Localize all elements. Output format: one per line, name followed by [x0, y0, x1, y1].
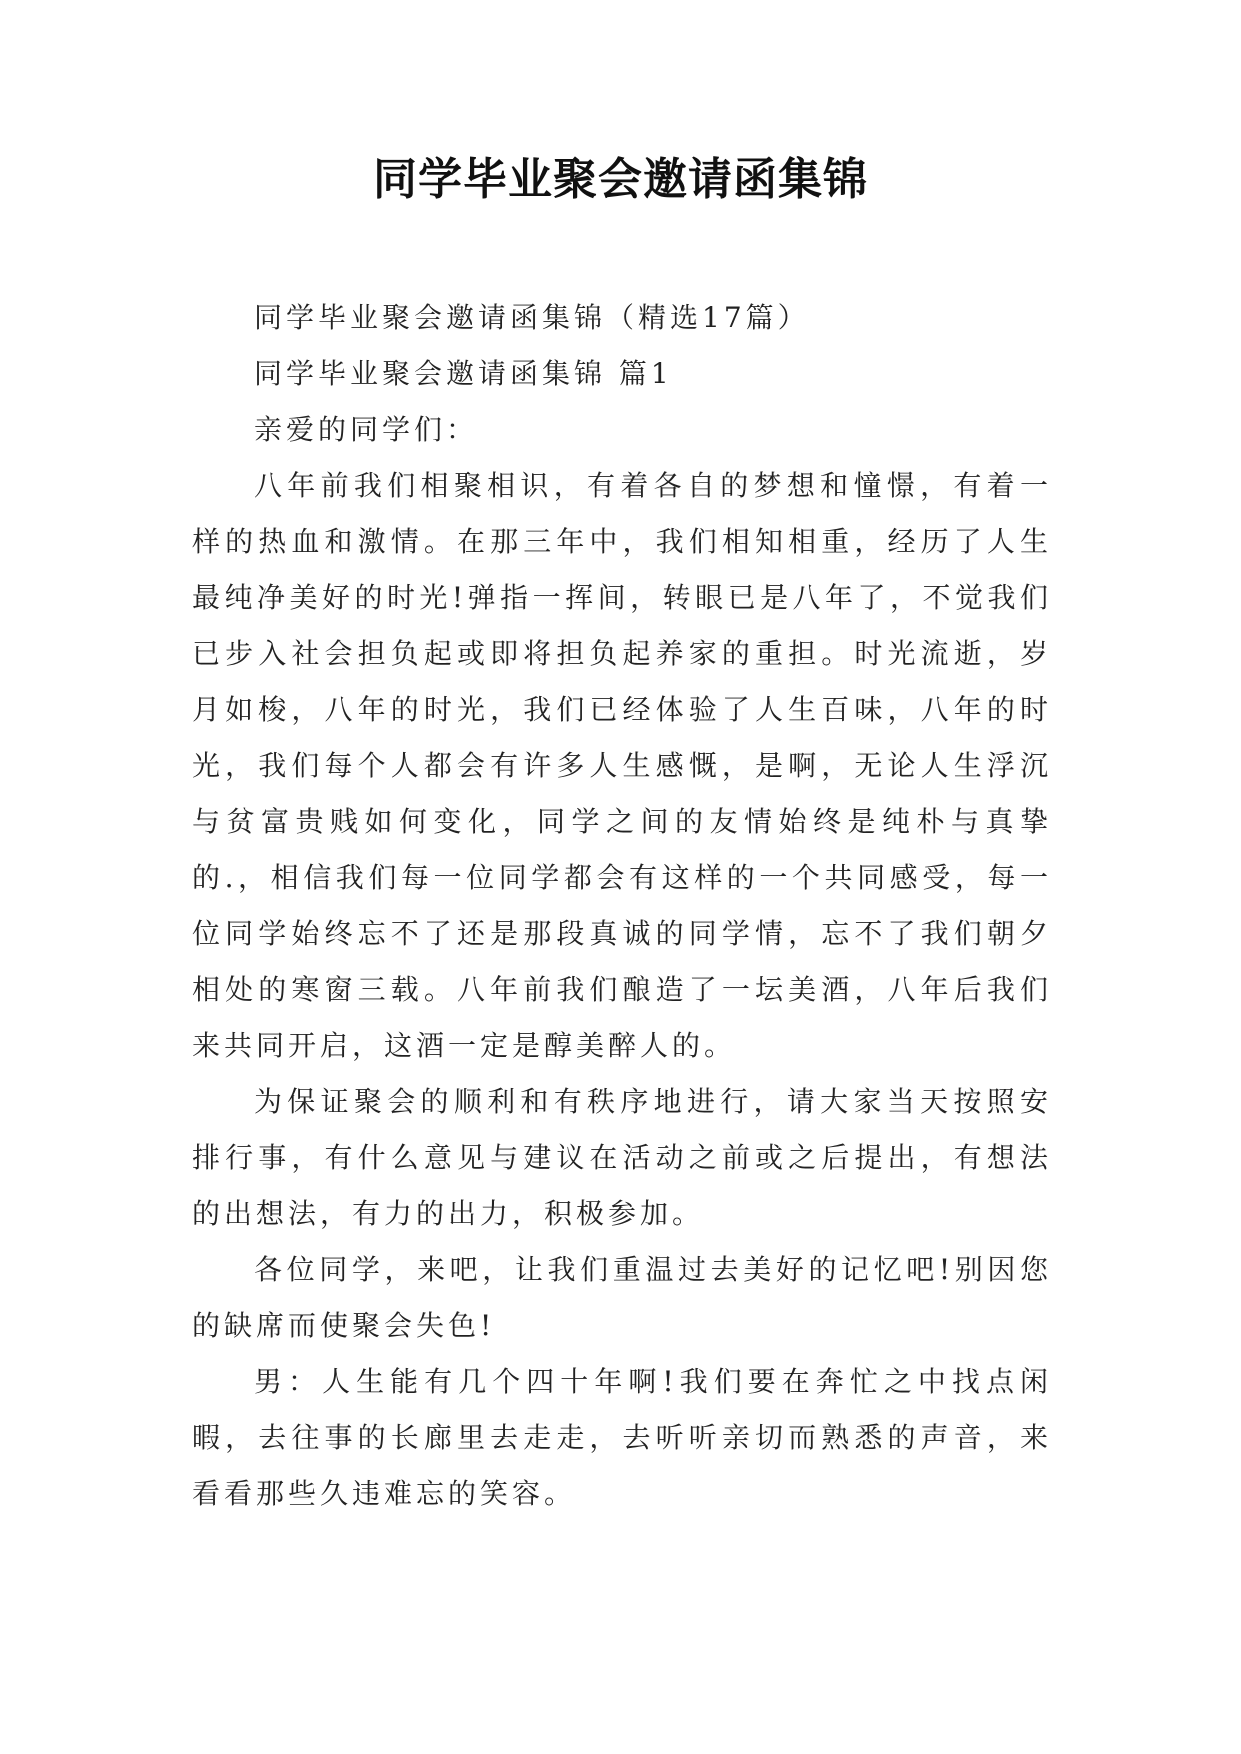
subtitle-paragraph: 同学毕业聚会邀请函集锦（精选17篇） [254, 301, 810, 334]
body-paragraph: 男：人生能有几个四十年啊!我们要在奔忙之中找点闲暇，去往事的长廊里去走走，去听听亲切而熟悉的声音，来看看那些久违难忘的笑容。 [192, 1365, 1052, 1510]
section-heading: 同学毕业聚会邀请函集锦 篇1 [254, 357, 673, 390]
body-paragraph: 为保证聚会的顺利和有秩序地进行，请大家当天按照安排行事，有什么意见与建议在活动之前或之后提出，有想法的出想法，有力的出力，积极参加。 [192, 1085, 1052, 1230]
body-paragraph: 各位同学，来吧，让我们重温过去美好的记忆吧!别因您的缺席而使聚会失色! [192, 1253, 1052, 1342]
document-body [192, 290, 1052, 1522]
body-paragraph: 八年前我们相聚相识，有着各自的梦想和憧憬，有着一样的热血和激情。在那三年中，我们相知相重，经历了人生最纯净美好的时光!弹指一挥间，转眼已是八年了，不觉我们已步入社会担负起或即将担负起养家的重担。时光流逝，岁月如梭，八年的时光，我们已经体验了人生百味，八年的时光，我们每个人都会有许多人生感慨，是啊，无论人生浮沉与贫富贵贱如何变化，同学之间的友情始终是纯朴与真挚的.，相信我们每一位同学都会有这样的一个共同感受，每一位同学始终忘不了还是那段真诚的同学情，忘不了我们朝夕相处的寒窗三载。八年前我们酿造了一坛美酒，八年后我们来共同开启，这酒一定是醇美醉人的。 [192, 469, 1052, 1062]
salutation: 亲爱的同学们： [254, 413, 479, 446]
document-title: 同学毕业聚会邀请函集锦 [373, 154, 868, 205]
